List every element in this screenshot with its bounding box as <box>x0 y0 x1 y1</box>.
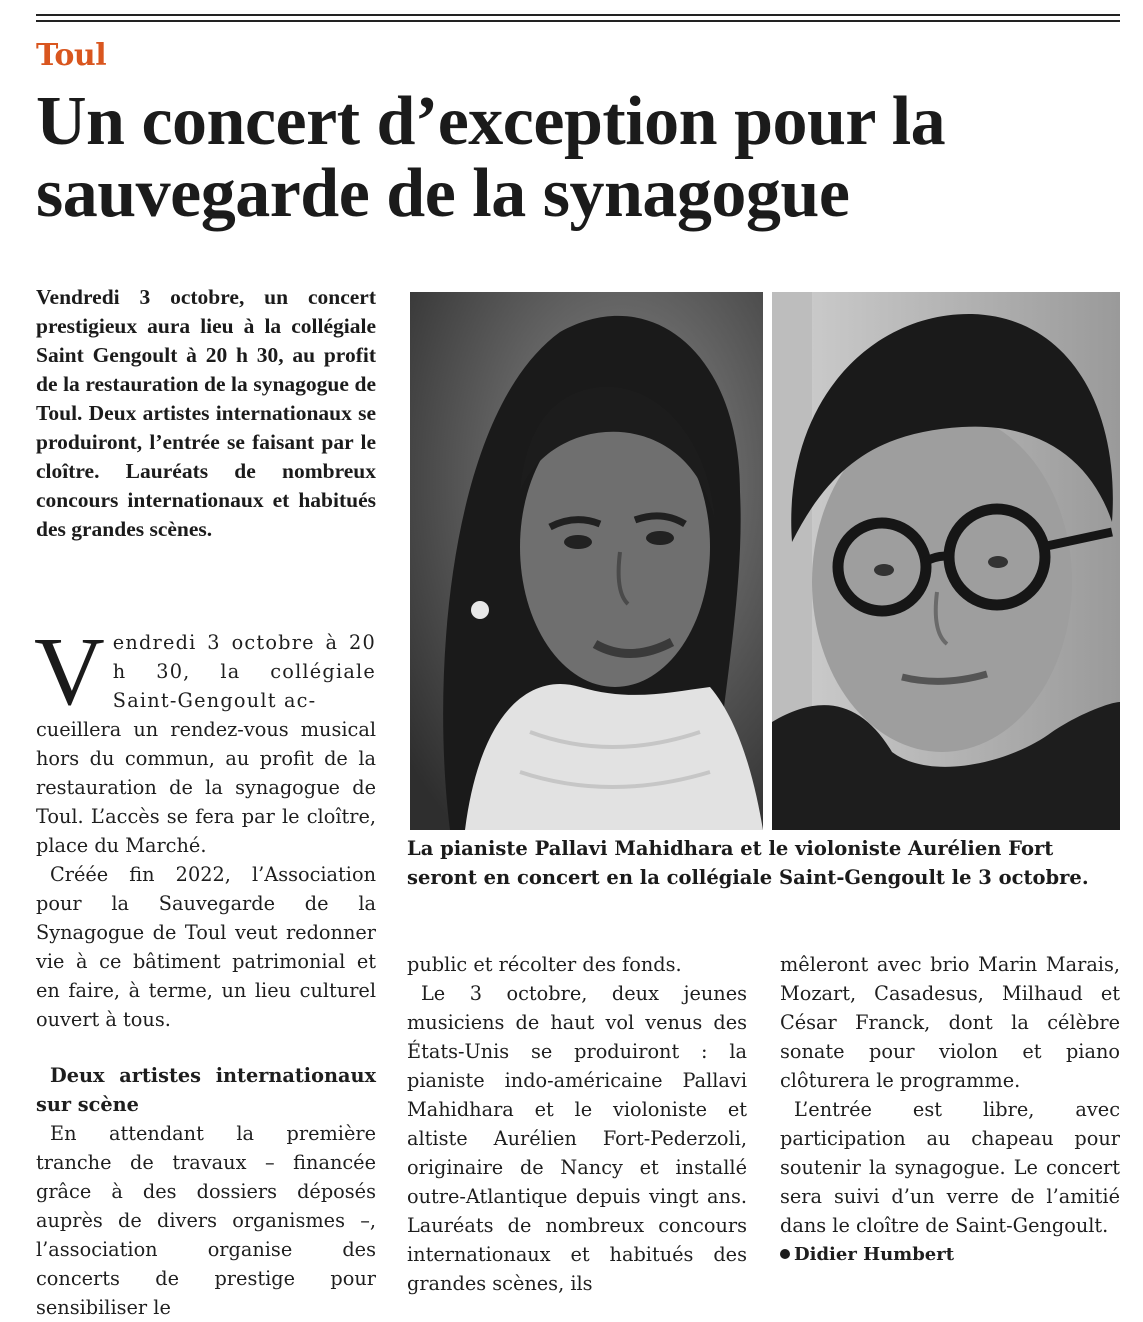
top-rule-2 <box>36 20 1120 22</box>
bullet-icon <box>780 1249 790 1259</box>
lead-first-lines: endredi 3 octobre à 20 h 30, la collégiale Saint-Gengoult ac- <box>112 631 376 712</box>
byline <box>780 1240 1120 1269</box>
column-2-continuation: public et récolter des fonds. <box>407 953 682 976</box>
article-intro: Vendredi 3 octobre, un concert prestigieux aura lieu à la collégiale Saint Gengoult à 20 h 30, au profit de la restauration de la synagogue de Toul. Deux artistes internationaux se produiront, l’entrée se faisant par le cloître. Lauréats de nombreux concours internationaux et habitués des grandes scènes. <box>36 285 376 541</box>
violinist-portrait-graphic <box>772 292 1120 830</box>
article-headline: Un concert d’exception pour la sauvegarde de la synagogue <box>36 83 946 232</box>
body-paragraph-entree: L’entrée est libre, avec participation au chapeau pour soutenir la synagogue. Le concert sera suivi d’un verre de l’amitié dans le cloître de Saint-Gengoult. <box>780 1098 1120 1237</box>
top-rule <box>36 14 1120 16</box>
article-lead <box>34 618 376 1322</box>
column-3-continuation: mêleront avec brio Marin Marais, Mozart, Casadesus, Milhaud et César Franck, dont la célèbre sonate pour violon et piano clôturera le programme. <box>780 953 1120 1092</box>
body-paragraph-travaux: En attendant la première tranche de travaux – financée grâce à des dossiers déposés auprès de divers organismes –, l’association organise des concerts de prestige pour sensibiliser le <box>36 1122 376 1319</box>
photo-caption: La pianiste Pallavi Mahidhara et le violoniste Aurélien Fort seront en concert en la collégiale Saint-Gengoult le 3 octobre. <box>407 837 1089 889</box>
body-paragraph-association: Créée fin 2022, l’Association pour la Sauvegarde de la Synagogue de Toul veut redonner vie à ce bâtiment patrimonial et en faire, à terme, un lieu culturel ouvert à tous. <box>36 863 376 1031</box>
lead-paragraph: cueillera un rendez-vous musical hors du commun, au profit de la restauration de la synagogue de Toul. L’accès se fera par le cloître, place du Marché. <box>36 718 376 857</box>
photo-violinist <box>772 292 1120 830</box>
photo-pianist <box>410 292 763 830</box>
section-label: Toul <box>36 38 107 73</box>
article-column-3 <box>780 950 1120 1269</box>
article-column-2 <box>407 950 747 1298</box>
drop-cap: V <box>34 618 105 726</box>
author-name: Didier Humbert <box>794 1244 955 1265</box>
section-subhead: Deux artistes internationaux sur scène <box>36 1064 376 1116</box>
pianist-portrait-graphic <box>410 292 763 830</box>
body-paragraph-musiciens: Le 3 octobre, deux jeunes musiciens de haut vol venus des États-Unis se produiront : la pianiste indo-américaine Pallavi Mahidhara et le violoniste et altiste Aurélien Fort-Pederzoli, originaire de Nancy et installé outre-Atlantique depuis vingt ans. Lauréats de nombreux concours internationaux et habitués des grandes scènes, ils <box>407 982 747 1295</box>
